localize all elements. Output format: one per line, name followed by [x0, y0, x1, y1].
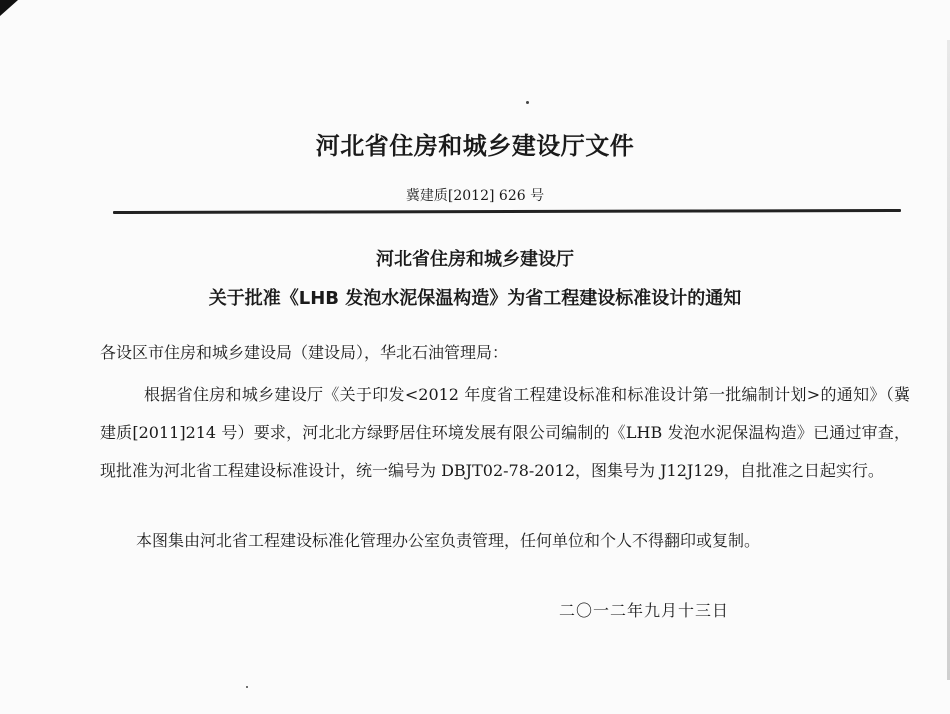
scan-speck: [526, 101, 529, 104]
body-paragraph-1: 根据省住房和城乡建设厅《关于印发<2012 年度省工程建设标准和标准设计第一批编制计划>的通知》（冀建质[2011]214 号）要求，河北北方绿野居住环境发展有限公司编制的《LHB 发泡水泥保温构造》已通过审查，现批准为河北省工程建设标准设计，统一编号为 DBJT02-78-2012，图集号为 J12J129，自批准之日起实行。: [100, 385, 910, 480]
scan-speck: [246, 686, 248, 688]
body-paragraph-2: 本图集由河北省工程建设标准化管理办公室负责管理，任何单位和个人不得翻印或复制。: [136, 531, 761, 550]
notice-subject: 关于批准《LHB 发泡水泥保温构造》为省工程建设标准设计的通知: [208, 288, 742, 309]
scan-corner-mark: [0, 0, 18, 16]
header-divider: [113, 209, 901, 214]
document-org-title: 河北省住房和城乡建设厅文件: [315, 131, 635, 160]
issue-date: 二〇一二年九月十三日: [559, 601, 730, 620]
notice-issuer: 河北省住房和城乡建设厅: [376, 249, 574, 270]
salutation: 各设区市住房和城乡建设局（建设局），华北石油管理局：: [100, 343, 509, 362]
document-number: 冀建质[2012] 626 号: [405, 188, 545, 204]
